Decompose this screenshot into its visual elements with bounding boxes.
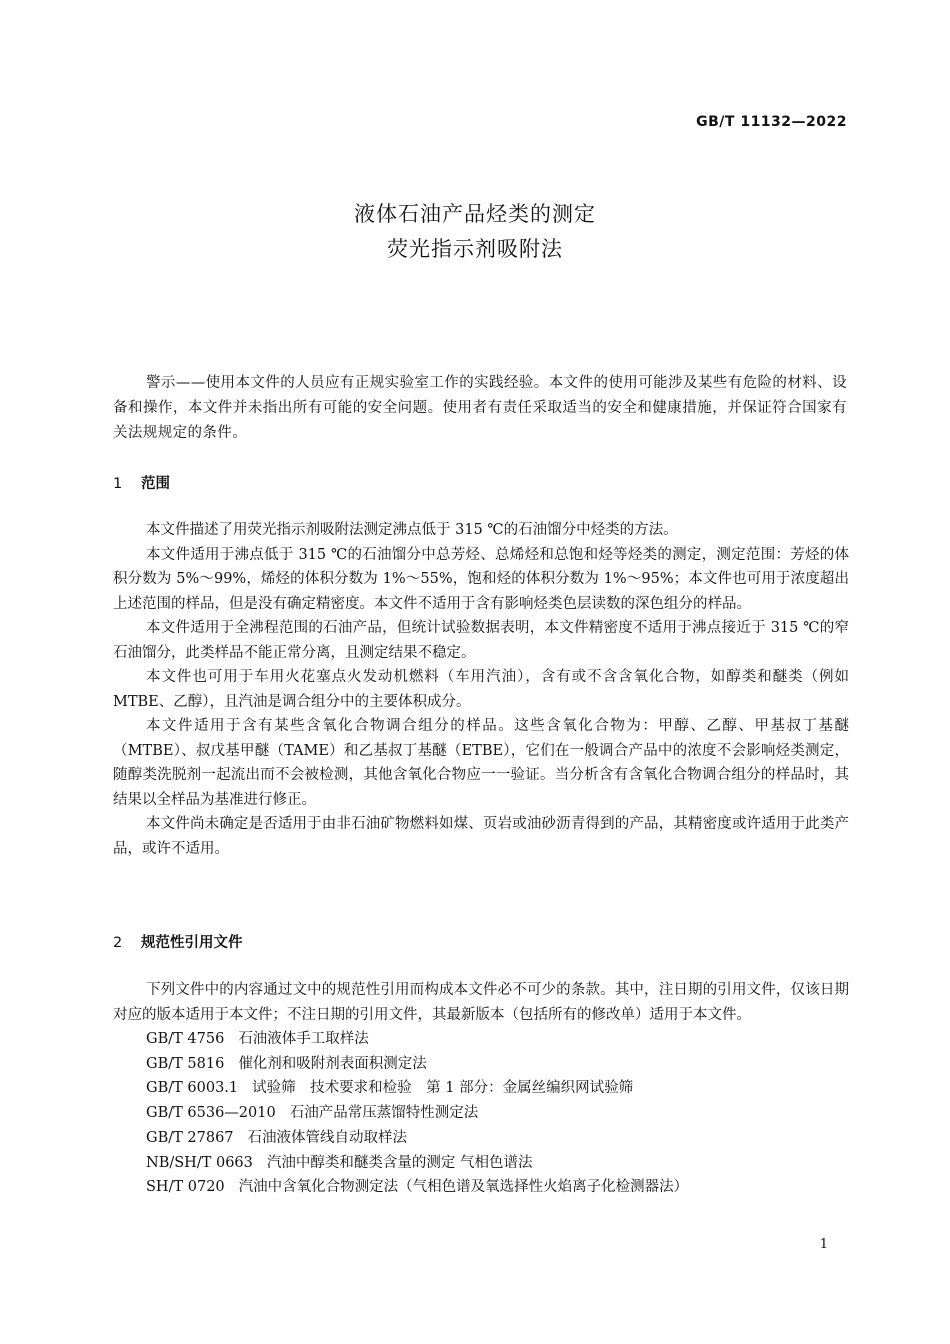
page-number: 1 — [819, 1237, 828, 1252]
paragraph: 本文件也可用于车用火花塞点火发动机燃料（车用汽油），含有或不含含氧化合物，如醇类和醚类（例如 MTBE、乙醇），且汽油是调合组分中的主要体积成分。 — [113, 669, 849, 710]
reference-item — [146, 1027, 849, 1052]
reference-title: 石油液体手工取样法 — [238, 1031, 369, 1047]
paragraph: 本文件适用于全沸程范围的石油产品，但统计试验数据表明，本文件精密度不适用于沸点接近于 315 ℃的窄石油馏分，此类样品不能正常分离，且测定结果不稳定。 — [113, 620, 849, 661]
reference-item — [146, 1151, 849, 1176]
section-heading-scope — [113, 472, 170, 493]
reference-code: GB/T 5816 — [146, 1055, 225, 1072]
reference-item — [146, 1052, 849, 1077]
section-scope-body — [113, 518, 849, 861]
section-number: 1 — [113, 476, 123, 492]
section-title: 规范性引用文件 — [141, 935, 243, 951]
reference-title: 石油产品常压蒸馏特性测定法 — [289, 1105, 479, 1122]
reference-title: 汽油中含氧化合物测定法（气相色谱及氧选择性火焰离子化检测器法） — [238, 1179, 689, 1196]
section-title: 范围 — [141, 476, 170, 492]
paragraph: 本文件尚未确定是否适用于由非石油矿物燃料如煤、页岩或油砂沥青得到的产品，其精密度或许适用于此类产品，或许不适用。 — [113, 816, 849, 857]
reference-code: GB/T 4756 — [146, 1031, 225, 1047]
reference-item — [146, 1076, 849, 1101]
paragraph: 下列文件中的内容通过文中的规范性引用而构成本文件必不可少的条款。其中，注日期的引用文件，仅该日期对应的版本适用于本文件；不注日期的引用文件，其最新版本（包括所有的修改单）适用于本文件。 — [113, 982, 849, 1023]
reference-title: 试验筛 技术要求和检验 第 1 部分：金属丝编织网试验筛 — [252, 1080, 634, 1097]
reference-title: 石油液体管线自动取样法 — [247, 1129, 408, 1146]
standard-code: GB/T 11132—2022 — [696, 114, 847, 130]
paragraph: 本文件适用于含有某些含氧化合物调合组分的样品。这些含氧化合物为：甲醇、乙醇、甲基叔丁基醚（MTBE）、叔戊基甲醚（TAME）和乙基叔丁基醚（ETBE），它们在一般调合产品中的浓度不会影响烃类测定，随醇类洗脱剂一起流出而不会被检测，其他含氧化合物应一一验证。当分析含有含氧化合物调合组分的样品时，其结果以全样品为基准进行修正。 — [113, 718, 849, 808]
section-number: 2 — [113, 935, 123, 951]
reference-code: GB/T 6003.1 — [146, 1080, 239, 1097]
document-title: 液体石油产品烃类的测定 — [354, 202, 596, 226]
section-references-body — [113, 978, 849, 1200]
reference-item — [146, 1175, 849, 1200]
reference-item — [146, 1101, 849, 1126]
reference-code: GB/T 6536—2010 — [146, 1105, 276, 1122]
document-subtitle: 荧光指示剂吸附法 — [387, 237, 563, 261]
reference-list — [113, 1027, 849, 1200]
paragraph: 本文件适用于沸点低于 315 ℃的石油馏分中总芳烃、总烯烃和总饱和烃等烃类的测定，测定范围：芳烃的体积分数为 5%～99%，烯烃的体积分数为 1%～55%，饱和烃的体积分数为 1%～95%；本文件也可用于浓度超出上述范围的样品，但是没有确定精密度。本文件不适用于含有影响烃类色层读数的深色组分的样品。 — [113, 546, 849, 612]
reference-code: NB/SH/T 0663 — [146, 1154, 253, 1171]
warning-paragraph: 警示——使用本文件的人员应有正规实验室工作的实践经验。本文件的使用可能涉及某些有危险的材料、设备和操作，本文件并未指出所有可能的安全问题。使用者有责任采取适当的安全和健康措施，并保证符合国家有关法规规定的条件。 — [113, 375, 847, 441]
reference-item — [146, 1126, 849, 1151]
section-heading-normative-references — [113, 931, 243, 952]
reference-code: SH/T 0720 — [146, 1179, 225, 1196]
reference-title: 汽油中醇类和醚类含量的测定 气相色谱法 — [266, 1154, 533, 1171]
paragraph: 本文件描述了用荧光指示剂吸附法测定沸点低于 315 ℃的石油馏分中烃类的方法。 — [146, 522, 678, 538]
reference-title: 催化剂和吸附剂表面积测定法 — [238, 1055, 427, 1072]
reference-code: GB/T 27867 — [146, 1129, 234, 1146]
